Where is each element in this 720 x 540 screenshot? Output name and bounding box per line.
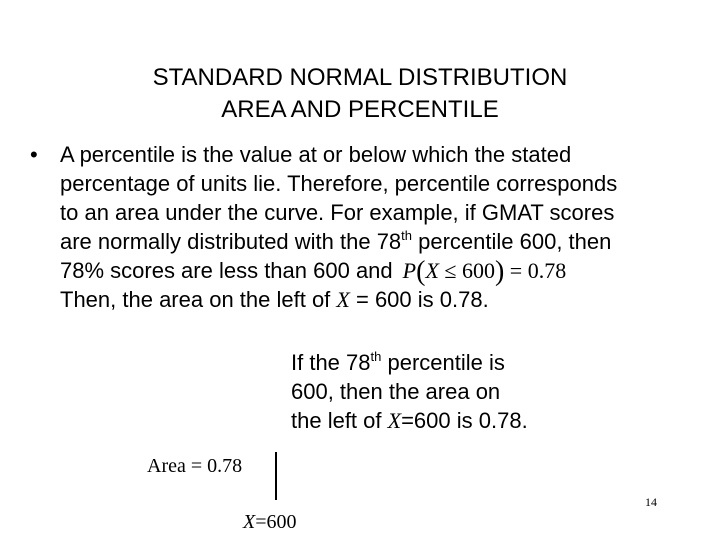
- bullet-line-1: A percentile is the value at or below which the stated: [60, 142, 572, 167]
- bullet-line-3: to an area under the curve. For example, if GMAT scores: [60, 200, 615, 225]
- bullet-line-4: [60, 227, 630, 256]
- bullet-line-5-text: 78% scores are less than 600 and: [60, 258, 393, 283]
- title-line-1: STANDARD NORMAL DISTRIBUTION: [152, 64, 568, 91]
- x-marker-line: [275, 452, 277, 500]
- probability-formula: [403, 256, 567, 285]
- bullet-marker: •: [30, 142, 38, 167]
- bullet-line-6-post: = 600 is 0.78.: [349, 287, 489, 312]
- x-value-label: [243, 511, 297, 534]
- x-label-value: =600: [255, 511, 297, 533]
- formula-close-paren: ): [494, 256, 505, 287]
- page-number: 14: [645, 495, 657, 509]
- callout-line-1-pre: If the 78: [291, 350, 371, 375]
- callout-ordinal-suffix: th: [370, 349, 382, 364]
- callout-line-2: 600, then the area on: [291, 379, 501, 404]
- callout-line-3-pre: the left of: [291, 408, 388, 433]
- bullet-line-2: percentage of units lie. Therefore, percentile corresponds: [60, 171, 618, 196]
- callout-line-3-post: =600 is 0.78.: [401, 408, 528, 433]
- formula-result: = 0.78: [504, 258, 567, 283]
- title-line-2: AREA AND PERCENTILE: [221, 96, 499, 123]
- bullet-paragraph: [60, 140, 630, 314]
- callout-text: [291, 348, 581, 435]
- callout-line-3-var: X: [387, 408, 402, 433]
- bullet-line-5: [60, 256, 630, 285]
- bullet-line-6: [60, 285, 630, 314]
- x-label-var: X: [243, 511, 256, 533]
- ordinal-suffix: th: [401, 228, 413, 243]
- area-label: Area = 0.78: [147, 455, 243, 477]
- callout-line-1: [291, 348, 581, 377]
- slide-title: [0, 62, 720, 126]
- bullet-line-6-pre: Then, the area on the left of: [60, 287, 337, 312]
- bullet-line-6-var: X: [336, 287, 350, 312]
- formula-p: P: [402, 258, 417, 283]
- formula-var: X: [425, 258, 439, 283]
- callout-line-1-post: percentile is: [381, 350, 505, 375]
- callout-line-3: [291, 406, 581, 435]
- formula-open-paren: (: [416, 256, 426, 287]
- formula-rel: ≤ 600: [438, 258, 495, 283]
- bullet-line-4-post: percentile 600, then: [412, 229, 612, 254]
- bullet-line-4-pre: are normally distributed with the 78: [60, 229, 402, 254]
